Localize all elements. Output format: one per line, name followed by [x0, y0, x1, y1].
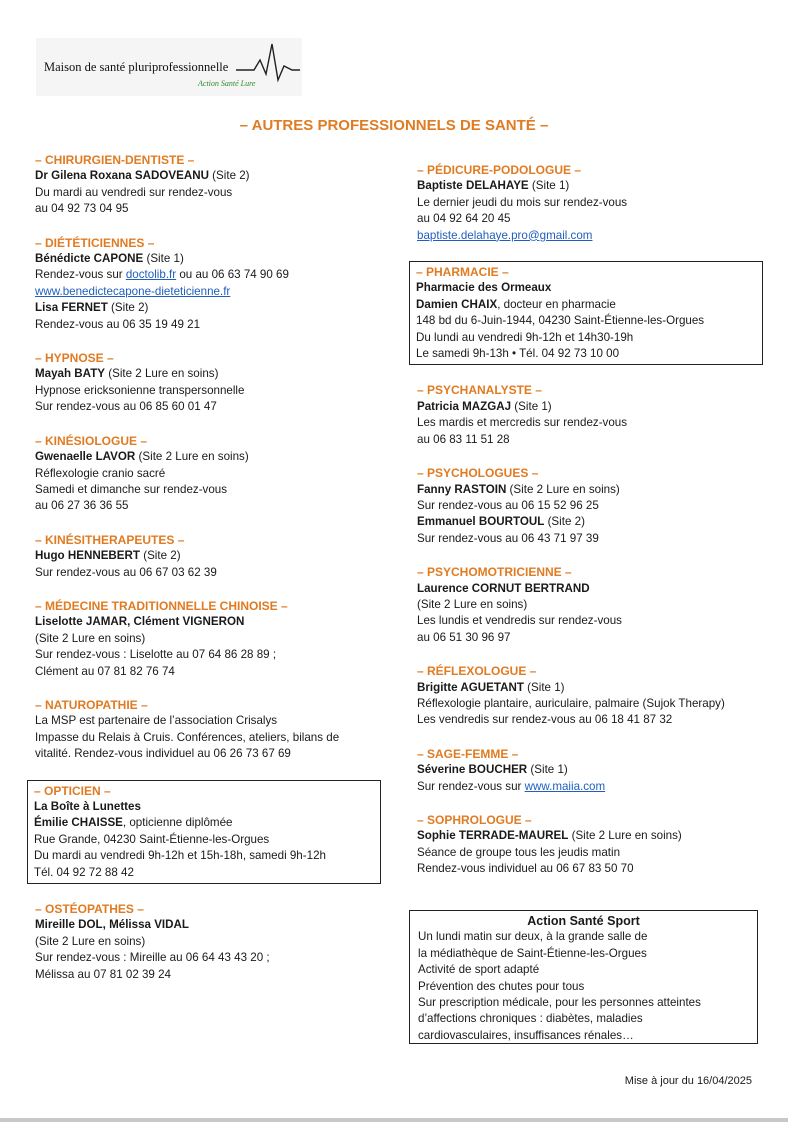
section: [35, 433, 385, 515]
practitioner-name: Mireille DOL, Mélissa VIDAL: [35, 918, 189, 932]
page-bottom-border: [0, 1118, 788, 1122]
section-heading: – DIÉTÉTICIENNES –: [35, 235, 155, 250]
section-line: [35, 498, 385, 514]
line-text: Du lundi au vendredi 9h-12h et 14h30-19h: [416, 330, 634, 344]
practitioner-name: Mayah BATY: [35, 367, 106, 381]
section-line: [417, 498, 767, 514]
practitioner-name: Fanny RASTOIN: [417, 482, 507, 496]
section-line: [35, 631, 385, 647]
line-text: (Site 1): [527, 763, 568, 777]
line-text: Rendez-vous au 06 35 19 49 21: [35, 317, 201, 331]
section-line: [35, 917, 385, 933]
logo: [36, 38, 302, 96]
section-line: [35, 730, 385, 746]
section-line: [417, 613, 767, 629]
practitioner-name: Gwenaelle LAVOR: [35, 450, 136, 464]
section-line: [35, 267, 385, 283]
section-line: [417, 531, 767, 547]
section-line: [35, 284, 385, 300]
practitioner-name: Patricia MAZGAJ: [417, 399, 512, 413]
left-column: [35, 152, 385, 1000]
line-text: Samedi et dimanche sur rendez-vous: [35, 482, 228, 496]
section-heading: – SOPHROLOGUE –: [417, 813, 532, 827]
section-line: [34, 815, 374, 831]
practitioner-name: Emmanuel BOURTOUL: [417, 515, 545, 529]
section-line: [417, 696, 767, 712]
practitioner-name: Dr Gilena Roxana SADOVEANU: [35, 169, 209, 183]
section-line: [416, 313, 756, 329]
line-text: Réflexologie plantaire, auriculaire, palmaire (Sujok Therapy): [417, 696, 725, 710]
line-text: (Site 1): [143, 252, 184, 266]
line-text: , docteur en pharmacie: [497, 297, 616, 311]
section-heading: – NATUROPATHIE –: [35, 697, 148, 712]
section-line: [417, 680, 767, 696]
section-line: [416, 330, 756, 346]
section-line: [416, 346, 756, 362]
section-line: [35, 565, 385, 581]
line-text: Sur rendez-vous au 06 85 60 01 47: [35, 400, 217, 414]
section: [35, 901, 385, 983]
section-line: [35, 548, 385, 564]
sport-line: la médiathèque de Saint-Étienne-les-Orgues: [418, 946, 647, 960]
practitioner-name: Hugo HENNEBERT: [35, 549, 140, 563]
section-line: [35, 746, 385, 762]
line-text: Mélissa au 07 81 02 39 24: [35, 967, 172, 981]
line-text: (Site 2): [544, 515, 585, 529]
section-line: [35, 967, 385, 983]
section-heading: – HYPNOSE –: [35, 351, 114, 366]
section-line: [35, 647, 385, 663]
section-line: [417, 861, 767, 877]
section: [417, 812, 767, 878]
logo-name: Maison de santé pluriprofessionnelle: [44, 60, 229, 74]
section-line: [35, 185, 385, 201]
line-text: (Site 1): [511, 399, 552, 413]
sport-line: Prévention des chutes pour tous: [418, 979, 585, 993]
line-text: (Site 2): [208, 169, 250, 183]
section-line: [35, 664, 385, 680]
section-line: [417, 581, 767, 597]
section-heading: – SAGE-FEMME –: [417, 746, 519, 761]
line-text: (Site 2 Lure en soins): [135, 450, 249, 464]
section-line: [35, 251, 385, 267]
line-text: Les vendredis sur rendez-vous au 06 18 41 87 32: [417, 713, 673, 727]
right-column: [417, 162, 767, 895]
section-heading: – OSTÉOPATHES –: [35, 902, 144, 917]
section-line: [35, 300, 385, 316]
link[interactable]: baptiste.delahaye.pro@gmail.com: [417, 228, 593, 242]
link[interactable]: www.maiia.com: [524, 779, 606, 793]
section-line: [35, 366, 385, 382]
section-heading: – PSYCHOLOGUES –: [417, 466, 539, 481]
line-text: ou au 06 63 74 90 69: [176, 268, 289, 282]
update-date: Mise à jour du 16/04/2025: [624, 1075, 752, 1087]
section-heading: – PHARMACIE –: [416, 265, 509, 280]
section: [417, 465, 767, 547]
section-line: [417, 415, 767, 431]
section-line: [417, 828, 767, 844]
section-line: [35, 713, 385, 729]
section-line: [417, 178, 767, 194]
sport-line: Sur prescription médicale, pour les personnes atteintes: [418, 996, 701, 1010]
section-line: [417, 630, 767, 646]
section-line: [417, 195, 767, 211]
section: [35, 532, 385, 581]
section-line: [417, 597, 767, 613]
practitioner-name: Lisa FERNET: [35, 301, 108, 315]
heartbeat-icon: [236, 40, 300, 84]
line-text: Hypnose ericksonienne transpersonnelle: [35, 383, 245, 397]
section-line: [35, 201, 385, 217]
line-text: 148 bd du 6-Juin-1944, 04230 Saint-Étienne-les-Orgues: [416, 314, 705, 328]
section-line: [35, 399, 385, 415]
line-text: Sur rendez-vous au 06 15 52 96 25: [417, 498, 599, 512]
line-text: (Site 1): [523, 680, 565, 694]
line-text: Sur rendez-vous au 06 43 71 97 39: [417, 531, 599, 545]
section-line: [417, 779, 767, 795]
line-text: au 06 51 30 96 97: [417, 630, 511, 644]
section: [417, 162, 767, 244]
line-text: Le samedi 9h-13h • Tél. 04 92 73 10 00: [416, 347, 620, 361]
section-line: [417, 514, 767, 530]
section: [409, 261, 763, 365]
practitioner-name: Baptiste DELAHAYE: [417, 179, 529, 193]
sport-line: d’affections chroniques : diabètes, maladies: [418, 1012, 643, 1026]
section: [27, 780, 381, 884]
line-text: au 04 92 73 04 95: [35, 202, 129, 216]
line-text: Rue Grande, 04230 Saint-Étienne-les-Orgues: [34, 832, 270, 846]
line-text: au 04 92 64 20 45: [417, 212, 511, 226]
line-text: Les mardis et mercredis sur rendez-vous: [417, 416, 628, 430]
sport-line: cardiovasculaires, insuffisances rénales…: [418, 1028, 634, 1042]
section-line: [35, 950, 385, 966]
line-text: Du mardi au vendredi sur rendez-vous: [35, 185, 233, 199]
practitioner-name: Laurence CORNUT BERTRAND: [417, 581, 590, 595]
line-text: au 06 83 11 51 28: [417, 432, 510, 446]
section-line: [34, 865, 374, 881]
section: [35, 697, 385, 763]
line-text: Sur rendez-vous sur: [417, 779, 525, 793]
practitioner-name: La Boîte à Lunettes: [34, 800, 141, 813]
line-text: vitalité. Rendez-vous individuel au 06 26 73 67 69: [35, 747, 291, 761]
sport-box-title: Action Santé Sport: [527, 914, 640, 928]
section-line: [35, 934, 385, 950]
section: [417, 564, 767, 646]
section: [35, 598, 385, 680]
link[interactable]: doctolib.fr: [125, 268, 177, 282]
practitioner-name: Damien CHAIX: [416, 297, 498, 311]
line-text: (Site 2): [139, 549, 181, 563]
section-heading: – PSYCHANALYSTE –: [417, 383, 542, 398]
sport-line: Activité de sport adapté: [418, 963, 540, 977]
line-text: (Site 2 Lure en soins): [417, 597, 528, 611]
line-text: (Site 2 Lure en soins): [35, 934, 146, 948]
logo-tagline: Action Santé Lure: [198, 79, 256, 88]
practitioner-name: Séverine BOUCHER: [417, 763, 528, 777]
line-text: (Site 2): [107, 301, 149, 315]
line-text: Sur rendez-vous au 06 67 03 62 39: [35, 565, 217, 579]
line-text: Sur rendez-vous : Mireille au 06 64 43 43 20 ;: [35, 951, 270, 965]
section-line: [34, 799, 374, 815]
section-line: [416, 280, 756, 296]
sport-box: [409, 910, 758, 1044]
section: [417, 663, 767, 729]
section-heading: – OPTICIEN –: [34, 783, 111, 798]
section: [35, 350, 385, 416]
section-line: [417, 228, 767, 244]
practitioner-name: Bénédicte CAPONE: [35, 252, 144, 266]
line-text: (Site 1): [528, 179, 570, 193]
section-line: [417, 432, 767, 448]
section-heading: – PSYCHOMOTRICIENNE –: [417, 565, 572, 580]
section-line: [35, 383, 385, 399]
line-text: Les lundis et vendredis sur rendez-vous: [417, 614, 622, 628]
section-line: [35, 168, 385, 184]
line-text: Séance de groupe tous les jeudis matin: [417, 845, 621, 859]
line-text: La MSP est partenaire de l’association Crisalys: [35, 714, 278, 728]
section-heading: – KINÉSITHERAPEUTES –: [35, 532, 185, 547]
line-text: (Site 2 Lure en soins): [105, 367, 219, 381]
section-line: [417, 399, 767, 415]
line-text: Réflexologie cranio sacré: [35, 466, 166, 480]
section-line: [417, 762, 767, 778]
practitioner-name: Pharmacie des Ormeaux: [416, 281, 552, 295]
section-line: [35, 449, 385, 465]
section-heading: – KINÉSIOLOGUE –: [35, 433, 148, 448]
line-text: au 06 27 36 36 55: [35, 499, 129, 513]
line-text: Rendez-vous sur: [35, 268, 126, 282]
line-text: Impasse du Relais à Cruis. Conférences, ateliers, bilans de: [35, 730, 340, 744]
line-text: (Site 2 Lure en soins): [35, 631, 146, 645]
section-line: [35, 317, 385, 333]
section-line: [417, 482, 767, 498]
section-line: [35, 466, 385, 482]
practitioner-name: Brigitte AGUETANT: [417, 680, 524, 694]
section: [417, 382, 767, 448]
line-text: , opticienne diplômée: [122, 816, 233, 830]
page-title: – AUTRES PROFESSIONNELS DE SANTÉ –: [239, 117, 549, 134]
section-line: [417, 712, 767, 728]
line-text: Du mardi au vendredi 9h-12h et 15h-18h, samedi 9h-12h: [34, 849, 326, 863]
section: [35, 152, 385, 218]
section-line: [35, 614, 385, 630]
line-text: Tél. 04 92 72 88 42: [34, 865, 134, 879]
section-heading: – PÉDICURE-PODOLOGUE –: [417, 163, 582, 177]
line-text: Rendez-vous individuel au 06 67 83 50 70: [417, 862, 634, 876]
section-line: [34, 832, 374, 848]
link[interactable]: www.benedictecapone-dieteticienne.fr: [35, 284, 231, 298]
line-text: Le dernier jeudi du mois sur rendez-vous: [417, 195, 628, 209]
sport-line: Un lundi matin sur deux, à la grande salle de: [418, 930, 648, 944]
section-heading: – RÉFLEXOLOGUE –: [417, 664, 537, 679]
section: [417, 746, 767, 795]
section-line: [417, 211, 767, 227]
section-heading: – MÉDECINE TRADITIONNELLE CHINOISE –: [35, 598, 288, 613]
section-line: [416, 297, 756, 313]
line-text: (Site 2 Lure en soins): [506, 482, 620, 496]
section-line: [35, 482, 385, 498]
line-text: Clément au 07 81 82 76 74: [35, 664, 175, 678]
section: [35, 235, 385, 333]
section-heading: – CHIRURGIEN-DENTISTE –: [35, 153, 195, 167]
practitioner-name: Sophie TERRADE-MAUREL: [417, 829, 569, 843]
section-line: [34, 848, 374, 864]
line-text: Sur rendez-vous : Liselotte au 07 64 86 28 89 ;: [35, 648, 277, 662]
practitioner-name: Liselotte JAMAR, Clément VIGNERON: [35, 615, 245, 629]
section-line: [417, 845, 767, 861]
line-text: (Site 2 Lure en soins): [568, 829, 682, 843]
practitioner-name: Émilie CHAISSE: [34, 816, 123, 830]
